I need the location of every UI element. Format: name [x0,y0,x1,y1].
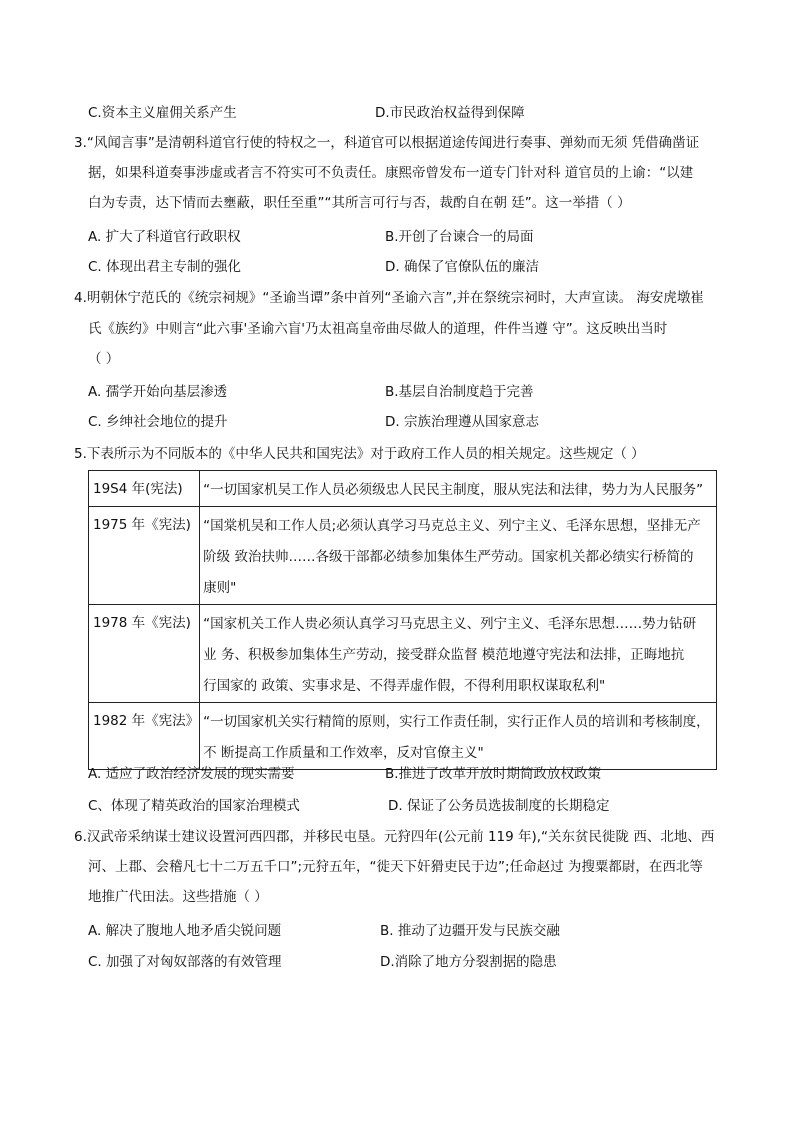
q5-option-d: D. 保证了公务员选拔制度的长期稳定 [388,798,610,814]
table-row-label: 1978 车《宪法) [89,605,200,703]
q6-option-d: D.消除了地方分裂割据的隐患 [380,954,557,970]
q4-stem-line-1: 4.明朝休宁范氏的《统宗祠规》“圣谕当谭”条中首列“圣谕六言”,并在祭统宗祠时，大声宣读。 海安虎墩崔 [74,290,704,306]
table-cell-line: “一切国家机吴工作人员必须级忠人民民主制度，服从宪法和法律，势力为人民服务” [203,482,704,498]
table-row-content [200,471,717,507]
q2-option-d: D.市民政治权益得到保障 [375,105,525,121]
q3-option-b: B.开创了台谏合一的局面 [385,229,534,245]
table-row-label: 19S4 年(宪法) [89,471,200,507]
table-cell-line: 业 务、积极参加集体生产劳动，接受群众监督 模范地遵守宪法和法排，正晦地抗 [203,647,685,663]
q5-option-c: C、体现了精英政治的国家治理模式 [88,798,300,814]
q4-stem-line-3: （ ） [88,351,120,367]
table-cell-line: “一切国家机关实行精简的原则，实行工作责任制，实行正作人员的培训和考核制度， [203,714,710,730]
q6-stem-line-2: 河、上郡、会稽凡七十二万五千口”;元狩五年，“徙天下奸猾吏民于边”;任命赵过 为搜粟都尉，在西北等 [88,859,703,875]
q2-option-c: C.资本主义雇佣关系产生 [88,105,237,121]
table-cell-line: “国棠机吴和工作人员;必须认真学习马克总主义、列宁主义、毛泽东思想，坚排无产 [203,518,701,534]
table-cell-line: 不 断提高工作质量和工作效率，反对官僚主义" [203,745,484,761]
table-row-content [200,703,717,770]
q3-stem-line-3: 白为专责，达下情而去壅蔽，职任至重”“其所言可行与否，裁酌自在朝 廷”。这一举措（ ） [88,195,631,211]
q3-option-d: D. 确保了官僚队伍的廉洁 [385,259,539,275]
q6-stem-line-3: 地推广代田法。这些措施（ ） [88,889,268,905]
q6-option-a: A. 解决了腹地人地矛盾尖锐问题 [88,923,282,939]
q3-stem-line-1: 3.“风闻言事”是清朝科道官行使的特权之一，科道官可以根据道途传闻进行奏事、弹劾而无须 凭借确凿证 [74,135,700,151]
q6-stem-line-1: 6.汉武帝采纳谋士建议设置河西四郡，并移民屯垦。元狩四年(公元前 119 年),“关东贫民徙陇 西、北地、西 [74,829,715,845]
q6-option-c: C. 加强了对匈奴部落的有效管理 [88,954,282,970]
q3-option-a: A. 扩大了科道官行政职权 [88,229,241,245]
q4-option-a: A. 孺学开始向基层渗透 [88,384,228,400]
q5-stem: 5.下表所示为不同版本的《中华人民共和国宪法》对于政府工作人员的相关规定。这些规定（ ） [74,446,645,462]
constitution-table [88,470,717,770]
q5-option-a: A. 适应了政治经济发展的现实需要 [88,766,295,782]
q6-option-b: B. 推动了边疆开发与民族交融 [380,923,560,939]
table-cell-line: 康则" [203,580,237,596]
table-row-content [200,507,717,605]
q3-option-c: C. 体现出君主专制的强化 [88,259,242,275]
table-cell-line: 阶级 致治扶帅……各级干部都必绩参加集体生严劳动。国家机关都必绩实行桥简的 [203,549,694,565]
table-row-label: 1975 年《宪法) [89,507,200,605]
table-cell-line: 行国家的 政策、实事求是、不得弄虚作假，不得利用职权谋取私利" [203,678,606,694]
table-row-label: 1982 年《宪法》 [89,703,200,770]
q4-stem-line-2: 氏《族约》中则言“此六事'圣谕六盲'乃太祖高皇帝曲尽做人的道理，件件当遵 守”。这反映出当时 [88,321,668,337]
table-row [89,507,717,605]
table-row [89,471,717,507]
table-cell-line: “国家机关工作人贵必须认真学习马克思主义、列宁主义、毛泽东思想……势力钻研 [203,616,697,632]
q4-option-d: D. 宗族治理遵从国家意志 [385,414,539,430]
q5-option-b: B.推进了改革开放时期简政放权政策 [385,766,602,782]
table-row-content [200,605,717,703]
table-row [89,703,717,770]
q4-option-c: C. 乡绅社会地位的提升 [88,414,228,430]
table-row [89,605,717,703]
q4-option-b: B.基层自治制度趋于完善 [385,384,534,400]
q3-stem-line-2: 据，如果科道奏事涉虚或者言不符实可不负责任。康熙帝曾发布一道专门针对科 道官员的上谕：“以建 [88,165,694,181]
